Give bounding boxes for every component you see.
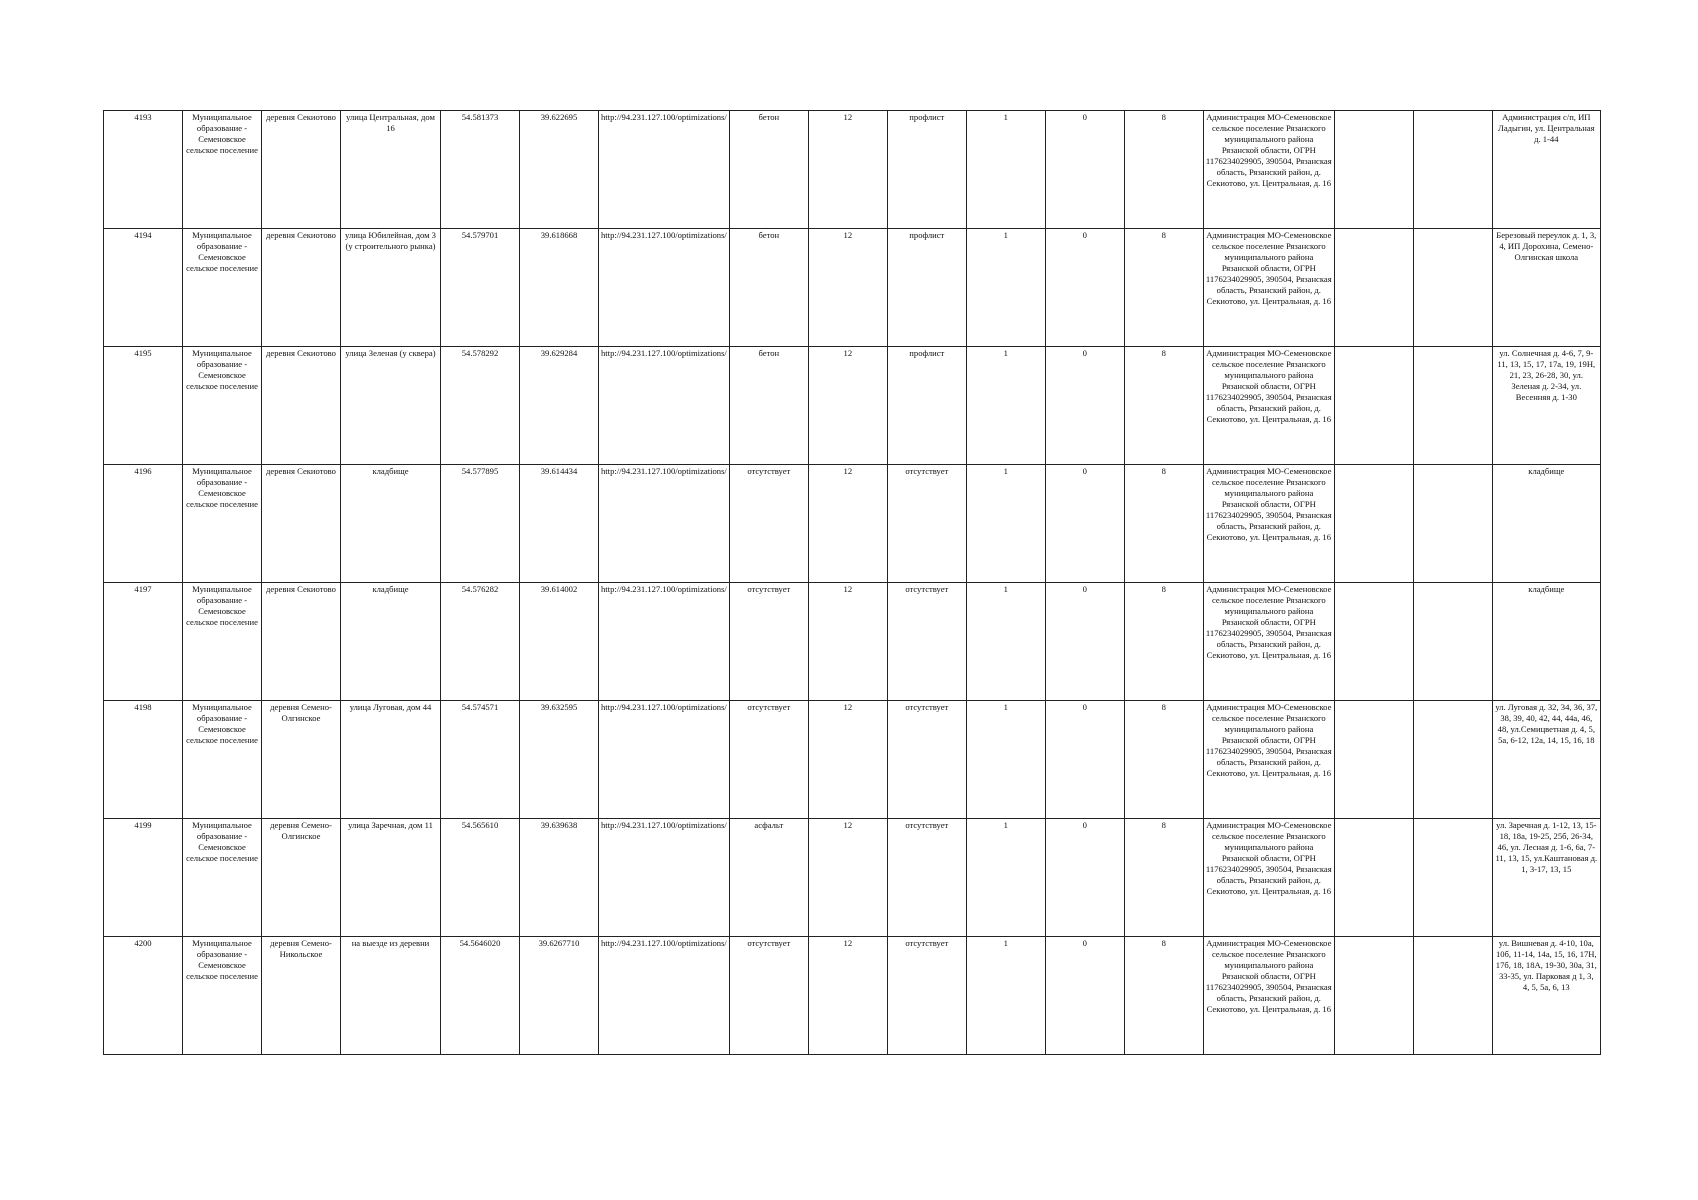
owner-cell: Администрация МО-Семеновское сельское поселение Рязанского муниципального района Рязанской области, ОГРН 1176234029905, 390504, Рязанская область, Рязанский район, д. Секиотово, ул. Центральная, д. 16 xyxy=(1203,937,1334,1055)
owner-cell: Администрация МО-Семеновское сельское поселение Рязанского муниципального района Рязанской области, ОГРН 1176234029905, 390504, Рязанская область, Рязанский район, д. Секиотово, ул. Центральная, д. 16 xyxy=(1203,229,1334,347)
count-3-cell: 8 xyxy=(1124,347,1203,465)
url-cell: http://94.231.127.100/optimizations/ xyxy=(599,819,730,937)
url-cell: http://94.231.127.100/optimizations/ xyxy=(599,347,730,465)
table-row xyxy=(104,819,1601,937)
address-cell: улица Центральная, дом 16 xyxy=(341,111,441,229)
empty-cell-2 xyxy=(1413,583,1492,701)
row-number: 4199 xyxy=(104,819,183,937)
count-3-cell: 8 xyxy=(1124,819,1203,937)
fence-cell: отсутствует xyxy=(887,937,966,1055)
count-1-cell: 1 xyxy=(966,701,1045,819)
count-1-cell: 1 xyxy=(966,229,1045,347)
url-cell: http://94.231.127.100/optimizations/ xyxy=(599,229,730,347)
surface-cell: бетон xyxy=(729,347,808,465)
url-cell: http://94.231.127.100/optimizations/ xyxy=(599,583,730,701)
surface-cell: отсутствует xyxy=(729,937,808,1055)
address-cell: на выезде из деревни xyxy=(341,937,441,1055)
area-cell: 12 xyxy=(808,347,887,465)
table-row xyxy=(104,347,1601,465)
owner-cell: Администрация МО-Семеновское сельское поселение Рязанского муниципального района Рязанской области, ОГРН 1176234029905, 390504, Рязанская область, Рязанский район, д. Секиотово, ул. Центральная, д. 16 xyxy=(1203,583,1334,701)
settlement-cell: деревня Секиотово xyxy=(262,347,341,465)
count-2-cell: 0 xyxy=(1045,583,1124,701)
count-3-cell: 8 xyxy=(1124,465,1203,583)
count-2-cell: 0 xyxy=(1045,347,1124,465)
table-row xyxy=(104,229,1601,347)
url-cell: http://94.231.127.100/optimizations/ xyxy=(599,937,730,1055)
sources-cell: ул. Вишневая д. 4-10, 10а, 10б, 11-14, 14а, 15, 16, 17Н, 17б, 18, 18А, 19-30, 30а, 31, 33-35, ул. Парковая д 1, 3, 4, 5, 5а, 6, 13 xyxy=(1492,937,1600,1055)
municipality-cell: Муниципальное образование - Семеновское сельское поселение xyxy=(183,937,262,1055)
longitude-cell: 39.622695 xyxy=(520,111,599,229)
area-cell: 12 xyxy=(808,937,887,1055)
surface-cell: бетон xyxy=(729,229,808,347)
empty-cell-2 xyxy=(1413,819,1492,937)
area-cell: 12 xyxy=(808,111,887,229)
empty-cell-2 xyxy=(1413,111,1492,229)
row-number: 4197 xyxy=(104,583,183,701)
longitude-cell: 39.629284 xyxy=(520,347,599,465)
area-cell: 12 xyxy=(808,819,887,937)
table-body xyxy=(104,111,1601,1055)
count-1-cell: 1 xyxy=(966,937,1045,1055)
settlement-cell: деревня Семено-Олгинское xyxy=(262,819,341,937)
count-2-cell: 0 xyxy=(1045,937,1124,1055)
row-number: 4193 xyxy=(104,111,183,229)
fence-cell: отсутствует xyxy=(887,583,966,701)
count-1-cell: 1 xyxy=(966,583,1045,701)
settlement-cell: деревня Семено-Олгинское xyxy=(262,701,341,819)
empty-cell-2 xyxy=(1413,229,1492,347)
owner-cell: Администрация МО-Семеновское сельское поселение Рязанского муниципального района Рязанской области, ОГРН 1176234029905, 390504, Рязанская область, Рязанский район, д. Секиотово, ул. Центральная, д. 16 xyxy=(1203,701,1334,819)
table-row xyxy=(104,465,1601,583)
longitude-cell: 39.618668 xyxy=(520,229,599,347)
owner-cell: Администрация МО-Семеновское сельское поселение Рязанского муниципального района Рязанской области, ОГРН 1176234029905, 390504, Рязанская область, Рязанский район, д. Секиотово, ул. Центральная, д. 16 xyxy=(1203,347,1334,465)
empty-cell-2 xyxy=(1413,701,1492,819)
count-1-cell: 1 xyxy=(966,819,1045,937)
empty-cell-1 xyxy=(1334,819,1413,937)
fence-cell: профлист xyxy=(887,229,966,347)
row-number: 4194 xyxy=(104,229,183,347)
settlement-cell: деревня Секиотово xyxy=(262,229,341,347)
count-1-cell: 1 xyxy=(966,111,1045,229)
row-number: 4200 xyxy=(104,937,183,1055)
count-3-cell: 8 xyxy=(1124,111,1203,229)
sources-cell: ул. Заречная д. 1-12, 13, 15-18, 18а, 19-25, 25б, 26-34, 46, ул. Лесная д. 1-6, 6а, 7-11, 13, 15, ул.Каштановая д. 1, 3-17, 13, 15 xyxy=(1492,819,1600,937)
fence-cell: отсутствует xyxy=(887,819,966,937)
address-cell: улица Юбилейная, дом 3 (у строительного рынка) xyxy=(341,229,441,347)
area-cell: 12 xyxy=(808,229,887,347)
surface-cell: отсутствует xyxy=(729,583,808,701)
longitude-cell: 39.614002 xyxy=(520,583,599,701)
latitude-cell: 54.574571 xyxy=(441,701,520,819)
count-1-cell: 1 xyxy=(966,465,1045,583)
count-3-cell: 8 xyxy=(1124,701,1203,819)
longitude-cell: 39.632595 xyxy=(520,701,599,819)
municipality-cell: Муниципальное образование - Семеновское сельское поселение xyxy=(183,819,262,937)
empty-cell-2 xyxy=(1413,347,1492,465)
sources-cell: кладбище xyxy=(1492,583,1600,701)
count-3-cell: 8 xyxy=(1124,583,1203,701)
registry-table xyxy=(103,110,1601,1055)
table-row xyxy=(104,937,1601,1055)
count-2-cell: 0 xyxy=(1045,819,1124,937)
url-cell: http://94.231.127.100/optimizations/ xyxy=(599,111,730,229)
latitude-cell: 54.577895 xyxy=(441,465,520,583)
url-cell: http://94.231.127.100/optimizations/ xyxy=(599,465,730,583)
empty-cell-1 xyxy=(1334,937,1413,1055)
address-cell: улица Заречная, дом 11 xyxy=(341,819,441,937)
row-number: 4196 xyxy=(104,465,183,583)
address-cell: улица Луговая, дом 44 xyxy=(341,701,441,819)
latitude-cell: 54.5646020 xyxy=(441,937,520,1055)
fence-cell: профлист xyxy=(887,347,966,465)
latitude-cell: 54.565610 xyxy=(441,819,520,937)
count-3-cell: 8 xyxy=(1124,229,1203,347)
latitude-cell: 54.576282 xyxy=(441,583,520,701)
count-2-cell: 0 xyxy=(1045,465,1124,583)
sources-cell: Администрация с/п, ИП Ладыгин, ул. Центральная д. 1-44 xyxy=(1492,111,1600,229)
row-number: 4198 xyxy=(104,701,183,819)
owner-cell: Администрация МО-Семеновское сельское поселение Рязанского муниципального района Рязанской области, ОГРН 1176234029905, 390504, Рязанская область, Рязанский район, д. Секиотово, ул. Центральная, д. 16 xyxy=(1203,465,1334,583)
count-2-cell: 0 xyxy=(1045,701,1124,819)
longitude-cell: 39.6267710 xyxy=(520,937,599,1055)
count-1-cell: 1 xyxy=(966,347,1045,465)
area-cell: 12 xyxy=(808,583,887,701)
count-2-cell: 0 xyxy=(1045,229,1124,347)
address-cell: улица Зеленая (у сквера) xyxy=(341,347,441,465)
fence-cell: отсутствует xyxy=(887,465,966,583)
latitude-cell: 54.581373 xyxy=(441,111,520,229)
count-2-cell: 0 xyxy=(1045,111,1124,229)
table-row xyxy=(104,701,1601,819)
municipality-cell: Муниципальное образование - Семеновское сельское поселение xyxy=(183,347,262,465)
municipality-cell: Муниципальное образование - Семеновское сельское поселение xyxy=(183,701,262,819)
empty-cell-2 xyxy=(1413,465,1492,583)
table-row xyxy=(104,111,1601,229)
count-3-cell: 8 xyxy=(1124,937,1203,1055)
fence-cell: отсутствует xyxy=(887,701,966,819)
settlement-cell: деревня Секиотово xyxy=(262,465,341,583)
owner-cell: Администрация МО-Семеновское сельское поселение Рязанского муниципального района Рязанской области, ОГРН 1176234029905, 390504, Рязанская область, Рязанский район, д. Секиотово, ул. Центральная, д. 16 xyxy=(1203,819,1334,937)
empty-cell-2 xyxy=(1413,937,1492,1055)
table-row xyxy=(104,583,1601,701)
row-number: 4195 xyxy=(104,347,183,465)
owner-cell: Администрация МО-Семеновское сельское поселение Рязанского муниципального района Рязанской области, ОГРН 1176234029905, 390504, Рязанская область, Рязанский район, д. Секиотово, ул. Центральная, д. 16 xyxy=(1203,111,1334,229)
surface-cell: отсутствует xyxy=(729,465,808,583)
sources-cell: кладбище xyxy=(1492,465,1600,583)
latitude-cell: 54.578292 xyxy=(441,347,520,465)
settlement-cell: деревня Семено-Никольское xyxy=(262,937,341,1055)
empty-cell-1 xyxy=(1334,701,1413,819)
municipality-cell: Муниципальное образование - Семеновское сельское поселение xyxy=(183,111,262,229)
settlement-cell: деревня Секиотово xyxy=(262,111,341,229)
fence-cell: профлист xyxy=(887,111,966,229)
empty-cell-1 xyxy=(1334,229,1413,347)
url-cell: http://94.231.127.100/optimizations/ xyxy=(599,701,730,819)
empty-cell-1 xyxy=(1334,583,1413,701)
area-cell: 12 xyxy=(808,701,887,819)
municipality-cell: Муниципальное образование - Семеновское сельское поселение xyxy=(183,229,262,347)
sources-cell: ул. Луговая д. 32, 34, 36, 37, 38, 39, 40, 42, 44, 44а, 46, 48, ул.Семицветная д. 4, 5, 5а, 6-12, 12а, 14, 15, 16, 18 xyxy=(1492,701,1600,819)
municipality-cell: Муниципальное образование - Семеновское сельское поселение xyxy=(183,465,262,583)
sources-cell: ул. Солнечная д. 4-6, 7, 9-11, 13, 15, 17, 17а, 19, 19Н, 21, 23, 26-28, 30, ул. Зеленая д. 2-34, ул. Весенняя д. 1-30 xyxy=(1492,347,1600,465)
area-cell: 12 xyxy=(808,465,887,583)
surface-cell: бетон xyxy=(729,111,808,229)
empty-cell-1 xyxy=(1334,347,1413,465)
longitude-cell: 39.639638 xyxy=(520,819,599,937)
surface-cell: отсутствует xyxy=(729,701,808,819)
empty-cell-1 xyxy=(1334,465,1413,583)
sources-cell: Березовый переулок д. 1, 3, 4, ИП Дорохина, Семено-Олгинская школа xyxy=(1492,229,1600,347)
municipality-cell: Муниципальное образование - Семеновское сельское поселение xyxy=(183,583,262,701)
address-cell: кладбище xyxy=(341,465,441,583)
empty-cell-1 xyxy=(1334,111,1413,229)
address-cell: кладбище xyxy=(341,583,441,701)
settlement-cell: деревня Секиотово xyxy=(262,583,341,701)
longitude-cell: 39.614434 xyxy=(520,465,599,583)
surface-cell: асфальт xyxy=(729,819,808,937)
latitude-cell: 54.579701 xyxy=(441,229,520,347)
